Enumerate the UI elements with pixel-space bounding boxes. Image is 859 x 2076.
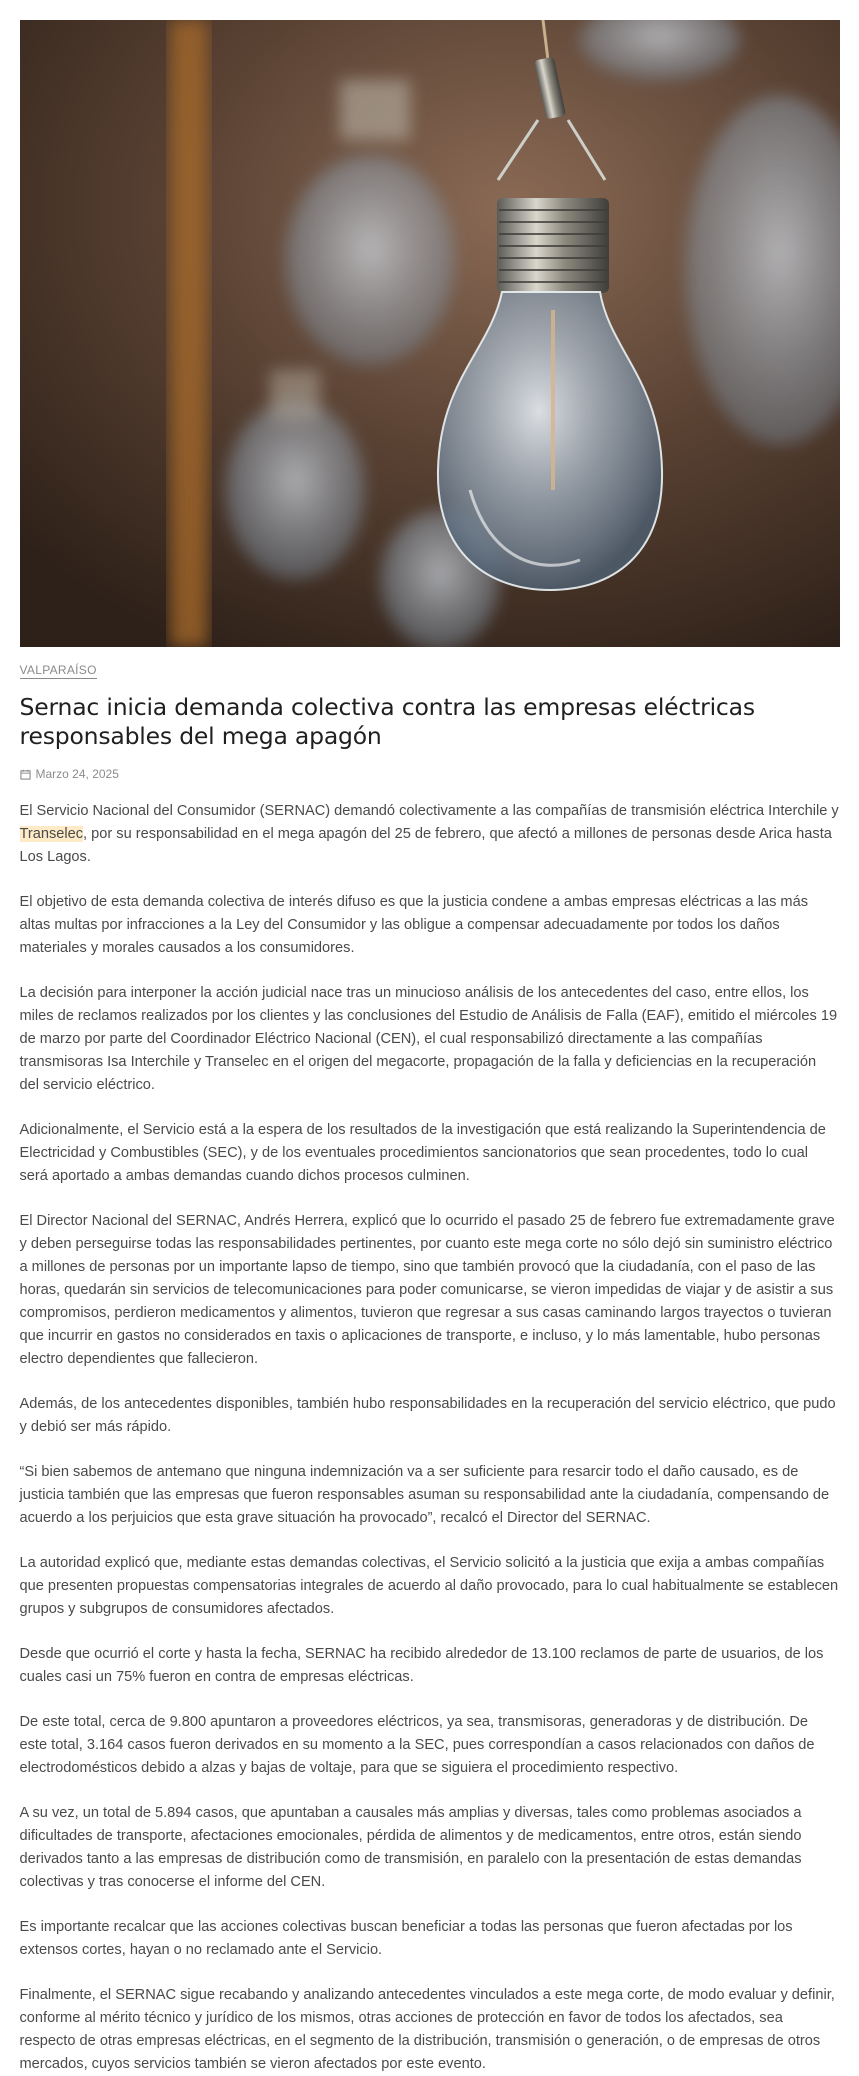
paragraph <box>20 800 840 869</box>
paragraph: La decisión para interponer la acción judicial nace tras un minucioso análisis de los antecedentes del caso, entre ellos, los miles de reclamos realizados por los clientes y las conclusiones del Estudio de Análisis de Falla (EAF), emitido el miércoles 19 de marzo por parte del Coordinador Eléctrico Nacional (CEN), el cual responsabilizó directamente a las compañías transmisoras Isa Interchile y Transelec en el origen del megacorte, propagación de la falla y deficiencias en la recuperación del servicio eléctrico. <box>19 985 838 1093</box>
article-meta <box>20 767 840 781</box>
paragraph: El objetivo de esta demanda colectiva de interés difuso es que la justicia condene a ambas empresas eléctricas a las más altas multas por infracciones a la Ley del Consumidor y las obligue a compensar adecuadamente por todos los daños materiales y morales causados a los consumidores. <box>19 894 808 956</box>
paragraph: El Director Nacional del SERNAC, Andrés Herrera, explicó que lo ocurrido el pasado 25 de febrero fue extremadamente grave y deben perseguirse todas las responsabilidades pertinentes, por cuanto este mega corte no sólo dejó sin suministro eléctrico a millones de personas por un importante lapso de tiempo, sino que también provocó que la ciudadanía, con el paso de las horas, quedarán sin servicios de telecomunicaciones para poder comunicarse, se vieron impedidas de viajar y de asistir a sus compromisos, perdieron medicamentos y alimentos, tuvieron que regresar a sus casas caminando largos trayectos o tuvieran que incurrir en gastos no considerados en taxis o aplicaciones de transporte, e incluso, y lo más lamentable, hubo personas electro dependientes que fallecieron. <box>19 1213 835 1367</box>
paragraph: “Si bien sabemos de antemano que ninguna indemnización va a ser suficiente para resarcir todo el daño causado, es de justicia también que las empresas que fueron responsables asuman su responsabilidad ante la ciudadanía, compensando de acuerdo a los perjuicios que esta grave situación ha provocado”, recalcó el Director del SERNAC. <box>19 1464 830 1526</box>
paragraph: La autoridad explicó que, mediante estas demandas colectivas, el Servicio solicitó a la justicia que exija a ambas compañías que presenten propuestas compensatorias integrales de acuerdo al daño provocado, para lo cual habitualmente se establecen grupos y subgrupos de consumidores afectados. <box>19 1555 839 1617</box>
paragraph-text: El Servicio Nacional del Consumidor (SERNAC) demandó colectivamente a las compañías de transmisión eléctrica Interchile y <box>19 803 839 819</box>
article-title: Sernac inicia demanda colectiva contra las empresas eléctricas responsables del mega apagón <box>19 693 755 750</box>
lightbulb-photo <box>20 20 840 647</box>
publish-date: Marzo 24, 2025 <box>35 767 119 781</box>
paragraph: Además, de los antecedentes disponibles, también hubo responsabilidades en la recuperación del servicio eléctrico, que pudo y debió ser más rápido. <box>19 1396 836 1435</box>
paragraph: Finalmente, el SERNAC sigue recabando y analizando antecedentes vinculados a este mega corte, de modo evaluar y definir, conforme al mérito técnico y jurídico de los mismos, otras acciones de protección en favor de todos los afectados, sea respecto de otras empresas eléctricas, en el segmento de la distribución, transmisión o generación, o de empresas de otros mercados, cuyos servicios también se vieron afectados por este evento. <box>19 1987 835 2072</box>
paragraph: Adicionalmente, el Servicio está a la espera de los resultados de la investigación que está realizando la Superintendencia de Electricidad y Combustibles (SEC), y de los eventuales procedimientos sancionatorios que sean procedentes, todo lo cual será aportado a ambas demandas cuando dichos procesos culminen. <box>19 1122 826 1184</box>
paragraph: A su vez, un total de 5.894 casos, que apuntaban a causales más amplias y diversas, tales como problemas asociados a dificultades de transporte, afectaciones emocionales, pérdida de alimentos y de medicamentos, entre otros, están siendo derivados tanto a las empresas de distribución como de transmisión, en paralelo con la presentación de estas demandas colectivas y tras conocerse el informe del CEN. <box>19 1805 802 1890</box>
article-container <box>20 0 840 2076</box>
paragraph: Desde que ocurrió el corte y hasta la fecha, SERNAC ha recibido alrededor de 13.100 reclamos de parte de usuarios, de los cuales casi un 75% fueron en contra de empresas eléctricas. <box>19 1646 824 1685</box>
calendar-icon <box>20 769 31 780</box>
highlighted-term: Transelec <box>19 826 84 842</box>
hero-image <box>20 20 840 647</box>
paragraph: De este total, cerca de 9.800 apuntaron a proveedores eléctricos, ya sea, transmisoras, generadoras y de distribución. De este total, 3.164 casos fueron derivados en su momento a la SEC, pues correspondían a casos relacionados con daños de electrodomésticos debido a alzas y bajas de voltaje, para que se siguiera el procedimiento respectivo. <box>19 1714 815 1776</box>
paragraph: Es importante recalcar que las acciones colectivas buscan beneficiar a todas las personas que fueron afectadas por los extensos cortes, hayan o no reclamado ante el Servicio. <box>19 1919 793 1958</box>
category-tag[interactable]: VALPARAÍSO <box>19 663 97 677</box>
article-body <box>20 800 840 2076</box>
paragraph-text: , por su responsabilidad en el mega apagón del 25 de febrero, que afectó a millones de personas desde Arica hasta Los Lagos. <box>19 826 832 865</box>
